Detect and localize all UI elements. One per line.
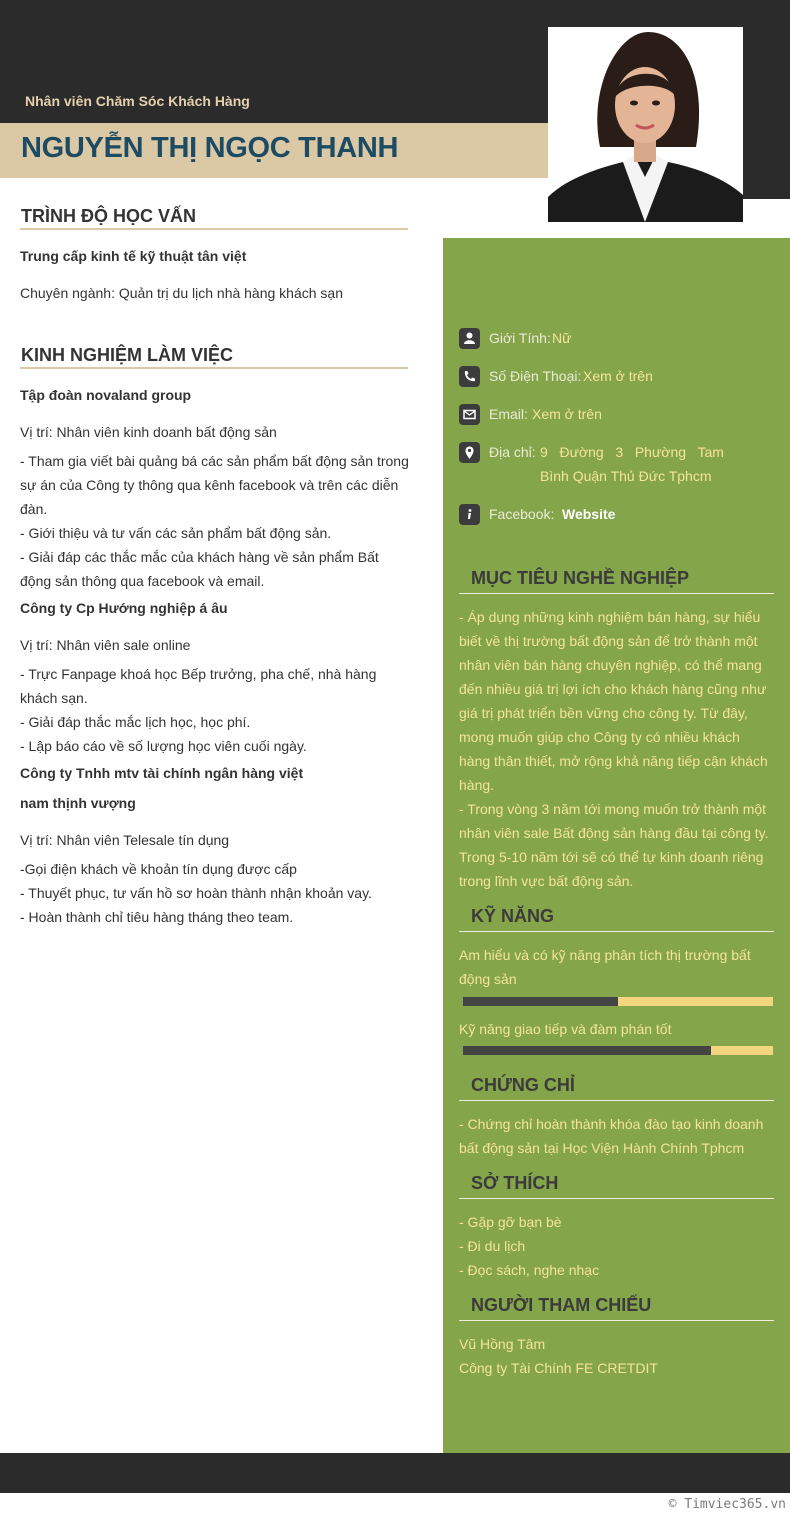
reference-name: Vũ Hồng Tâm [459, 1336, 546, 1352]
skill-bar-fill [463, 997, 618, 1006]
candidate-name: NGUYỄN THỊ NGỌC THANH [21, 132, 399, 164]
certificates-title: CHỨNG CHỈ [471, 1075, 575, 1095]
experience-divider [20, 367, 408, 369]
education-title: TRÌNH ĐỘ HỌC VẤN [21, 206, 196, 226]
watermark: © Timviec365.vn [668, 1497, 786, 1512]
email-icon [459, 404, 480, 425]
hobbies-divider [459, 1198, 774, 1199]
experience-company: Tập đoàn novaland group [20, 387, 192, 403]
education-major: Chuyên ngành: Quản trị du lịch nhà hàng khách sạn [20, 285, 344, 301]
email-label: Email: [489, 406, 528, 422]
facebook-label: Facebook: [489, 506, 555, 522]
email-value: Xem ở trên [532, 406, 602, 422]
skill-bar [463, 1046, 773, 1055]
hobby-item: - Đi du lịch [459, 1238, 526, 1254]
references-divider [459, 1320, 774, 1321]
skill-bar-fill [463, 1046, 711, 1055]
header-accent-block [743, 123, 790, 199]
experience-duty: -Gọi điện khách về khoản tín dụng được cấp [20, 861, 297, 877]
experience-duty: - Giải đáp các thắc mắc của khách hàng về sản phẩm Bất động sản thông qua facebook và email. [20, 549, 379, 589]
job-title: Nhân viên Chăm Sóc Khách Hàng [25, 93, 250, 109]
objective-paragraph: - Áp dụng những kinh nghiệm bán hàng, sự hiểu biết về thị trường bất động sản để trở thành một nhân viên bán hàng chuyên nghiệp, có thể mang đến nhiều giá trị lợi ích cho khách hàng cũng như giá trị phát triển bền vững cho công ty. Từ đây, mong muốn giúp cho Công ty có nhiều khách hàng thân thiết, mở rộng khả năng tiếp cận khách hàng. [459, 609, 768, 793]
experience-duty: - Thuyết phục, tư vấn hồ sơ hoàn thành nhận khoản vay. [20, 885, 372, 901]
phone-value: Xem ở trên [583, 368, 653, 384]
gender-value: Nữ [552, 330, 572, 346]
phone-label: Số Điện Thoại: [489, 368, 582, 384]
skill-name: Am hiểu và có kỹ năng phân tích thị trường bất động sản [459, 947, 751, 987]
info-icon [459, 504, 480, 525]
references-title: NGƯỜI THAM CHIẾU [471, 1295, 652, 1315]
certificate-text: - Chứng chỉ hoàn thành khóa đào tạo kinh doanh bất động sản tại Học Viện Hành Chính Tphcm [459, 1116, 764, 1156]
skill-name: Kỹ năng giao tiếp và đàm phán tốt [459, 1021, 672, 1037]
phone-icon [459, 366, 480, 387]
education-school: Trung cấp kinh tế kỹ thuật tân việt [20, 248, 247, 264]
gender-label: Giới Tính: [489, 330, 551, 346]
facebook-link[interactable]: Website [562, 506, 616, 522]
objective-paragraph: - Trong vòng 3 năm tới mong muốn trở thành một nhân viên sale Bất động sản hàng đầu tại công ty. Trong 5-10 năm tới sẽ có thể tự kinh doanh riêng trong lĩnh vực bất động sản. [459, 801, 769, 889]
address-label: Địa chỉ: [489, 444, 536, 460]
profile-photo [548, 27, 743, 222]
objective-divider [459, 593, 774, 594]
hobby-item: - Gặp gỡ bạn bè [459, 1214, 562, 1230]
person-icon [459, 328, 480, 349]
reference-company: Công ty Tài Chính FE CRETDIT [459, 1360, 658, 1376]
experience-position: Vị trí: Nhân viên sale online [20, 637, 191, 653]
experience-company: nam thịnh vượng [20, 795, 136, 811]
experience-duty: - Hoàn thành chỉ tiêu hàng tháng theo team. [20, 909, 294, 925]
address-line-2: Bình Quận Thủ Đức Tphcm [540, 468, 712, 484]
hobbies-title: SỞ THÍCH [471, 1173, 559, 1193]
skill-bar [463, 997, 773, 1006]
education-divider [20, 228, 408, 230]
experience-company: Công ty Tnhh mtv tài chính ngân hàng việt [20, 765, 304, 781]
experience-position: Vị trí: Nhân viên Telesale tín dụng [20, 832, 230, 848]
skills-divider [459, 931, 774, 932]
experience-duty: - Giải đáp thắc mắc lịch học, học phí. [20, 714, 251, 730]
skills-title: KỸ NĂNG [471, 906, 555, 926]
address-line-1: 9 Đường 3 Phường Tam [540, 444, 724, 460]
experience-title: KINH NGHIỆM LÀM VIỆC [21, 345, 234, 365]
objective-title: MỤC TIÊU NGHỀ NGHIỆP [471, 568, 690, 588]
experience-duty: - Trực Fanpage khoá học Bếp trưởng, pha chế, nhà hàng khách sạn. [20, 666, 377, 706]
experience-duty: - Lập báo cáo về số lượng học viên cuối ngày. [20, 738, 307, 754]
location-pin-icon [459, 442, 480, 463]
contact-address [459, 440, 779, 490]
experience-company: Công ty Cp Hướng nghiệp á âu [20, 600, 228, 616]
experience-position: Vị trí: Nhân viên kinh doanh bất động sản [20, 424, 277, 440]
certificates-divider [459, 1100, 774, 1101]
experience-duty: - Tham gia viết bài quảng bá các sản phẩm bất động sản trong sự án của Công ty thông qua kênh facebook và trên các diễn đàn. [20, 453, 409, 517]
experience-duty: - Giới thiệu và tư vấn các sản phẩm bất động sản. [20, 525, 332, 541]
footer-band [0, 1453, 790, 1493]
hobby-item: - Đọc sách, nghe nhạc [459, 1262, 600, 1278]
